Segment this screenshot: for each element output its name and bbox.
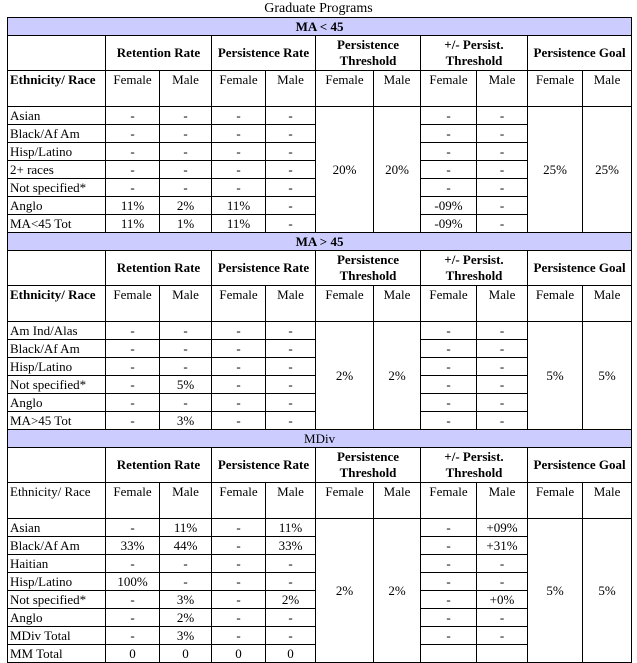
persist-diff-female: -09% [421,197,477,215]
column-group-header: Persistence Threshold [316,36,421,71]
persistence-male: - [266,161,316,179]
gender-header-male: Male [477,483,528,519]
row-label: Haitian [8,555,106,573]
column-group-header: Persistence Goal [528,36,632,71]
persistence-male: - [266,125,316,143]
persistence-female: - [212,591,266,609]
retention-female: - [106,143,160,161]
column-group-header-row [8,36,632,71]
threshold-female: 20% [316,107,374,233]
column-group-header: Persistence Rate [212,36,316,71]
retention-female: - [106,627,160,645]
column-group-header: Persistence Rate [212,448,316,483]
retention-female: 0 [106,645,160,663]
goal-male: 5% [583,322,632,430]
retention-male: - [160,161,212,179]
gender-header-female: Female [528,71,583,107]
row-label: 2+ races [8,161,106,179]
column-group-header: Retention Rate [106,448,212,483]
retention-female: - [106,125,160,143]
persistence-male: - [266,340,316,358]
graduate-programs-table [7,17,632,663]
persistence-female: - [212,107,266,125]
gender-header-female: Female [212,483,266,519]
persistence-female: - [212,161,266,179]
gender-header-row [8,483,632,519]
retention-male: 1% [160,215,212,233]
retention-male: - [160,125,212,143]
row-label: MM Total [8,645,106,663]
gender-header-female: Female [212,71,266,107]
row-label: Black/Af Am [8,125,106,143]
retention-male: 5% [160,376,212,394]
persistence-female: - [212,627,266,645]
retention-male: - [160,394,212,412]
retention-male: 3% [160,591,212,609]
gender-header-male: Male [160,286,212,322]
gender-header-male: Male [160,71,212,107]
persist-diff-male: - [477,394,528,412]
retention-male: 11% [160,519,212,537]
gender-header-female: Female [528,483,583,519]
gender-header-row [8,286,632,322]
column-group-header: +/- Persist. Threshold [421,251,528,286]
persist-diff-male: - [477,179,528,197]
persistence-male: - [266,573,316,591]
retention-female: - [106,179,160,197]
persist-diff-male: +0% [477,591,528,609]
section-title: MA > 45 [8,233,632,251]
row-label: Anglo [8,609,106,627]
blank-header-cell [8,448,106,483]
column-group-header: +/- Persist. Threshold [421,448,528,483]
retention-female: - [106,555,160,573]
retention-male: 2% [160,609,212,627]
persist-diff-male: +31% [477,537,528,555]
persistence-female: 11% [212,197,266,215]
persist-diff-female: - [421,376,477,394]
persistence-female: - [212,573,266,591]
row-label: Not specified* [8,376,106,394]
persist-diff-male: - [477,107,528,125]
persistence-male: 11% [266,519,316,537]
retention-male: 3% [160,412,212,430]
section-title: MDiv [8,430,632,448]
threshold-male: 2% [374,322,421,430]
column-group-header: Retention Rate [106,251,212,286]
retention-female: - [106,591,160,609]
persistence-female: 0 [212,645,266,663]
ethnicity-race-header: Ethnicity/ Race [8,71,106,107]
retention-female: - [106,412,160,430]
threshold-male: 2% [374,519,421,663]
retention-male: - [160,340,212,358]
gender-header-female: Female [421,483,477,519]
persist-diff-female: - [421,537,477,555]
persistence-male: - [266,107,316,125]
column-group-header: Persistence Rate [212,251,316,286]
retention-male: 0 [160,645,212,663]
page-title: Graduate Programs [264,1,373,16]
retention-male: 3% [160,627,212,645]
ethnicity-race-header: Ethnicity/ Race [8,483,106,519]
persist-diff-male: - [477,358,528,376]
persistence-male: - [266,376,316,394]
retention-male: - [160,107,212,125]
persistence-female: - [212,179,266,197]
gender-header-female: Female [212,286,266,322]
persist-diff-female: - [421,555,477,573]
retention-male: - [160,573,212,591]
threshold-female: 2% [316,519,374,663]
persistence-male: 33% [266,537,316,555]
retention-male: - [160,179,212,197]
persist-diff-female: - [421,179,477,197]
goal-male: 5% [583,519,632,663]
persistence-female: - [212,143,266,161]
row-label: Not specified* [8,179,106,197]
persistence-female: - [212,412,266,430]
persistence-male: 2% [266,591,316,609]
persistence-female: - [212,125,266,143]
row-label: MA<45 Tot [8,215,106,233]
gender-header-female: Female [421,71,477,107]
table-row [8,322,632,340]
ethnicity-race-header: Ethnicity/ Race [8,286,106,322]
gender-header-male: Male [477,286,528,322]
persist-diff-female: - [421,412,477,430]
persistence-male: - [266,358,316,376]
persist-diff-female: - [421,519,477,537]
gender-header-male: Male [266,71,316,107]
retention-female: - [106,107,160,125]
section-title: MA < 45 [8,18,632,36]
persistence-female: - [212,609,266,627]
persistence-male: - [266,322,316,340]
persist-diff-female: - [421,143,477,161]
row-label: Black/Af Am [8,340,106,358]
gender-header-male: Male [583,286,632,322]
retention-male: - [160,322,212,340]
blank-header-cell [8,36,106,71]
retention-male: - [160,143,212,161]
gender-header-female: Female [106,286,160,322]
persistence-female: - [212,340,266,358]
goal-female: 5% [528,519,583,663]
persist-diff-female: - [421,322,477,340]
retention-female: - [106,376,160,394]
persist-diff-male: - [477,555,528,573]
persistence-female: - [212,537,266,555]
row-label: Not specified* [8,591,106,609]
retention-male: 2% [160,197,212,215]
gender-header-male: Male [477,71,528,107]
column-group-header: Persistence Goal [528,448,632,483]
retention-male: - [160,555,212,573]
persistence-male: 0 [266,645,316,663]
row-label: Anglo [8,197,106,215]
persist-diff-male: +09% [477,519,528,537]
retention-female: - [106,322,160,340]
goal-female: 5% [528,322,583,430]
table-row [8,107,632,125]
persist-diff-female: - [421,358,477,376]
row-label: Am Ind/Alas [8,322,106,340]
persist-diff-male: - [477,609,528,627]
persist-diff-male: - [477,376,528,394]
row-label: Asian [8,519,106,537]
retention-female: - [106,609,160,627]
persist-diff-female [421,645,477,663]
persist-diff-male: - [477,340,528,358]
retention-male: 44% [160,537,212,555]
persist-diff-female: - [421,591,477,609]
persist-diff-female: -09% [421,215,477,233]
retention-female: - [106,358,160,376]
row-label: Anglo [8,394,106,412]
section-header [8,18,632,36]
row-label: MDiv Total [8,627,106,645]
retention-female: 100% [106,573,160,591]
persistence-female: - [212,555,266,573]
gender-header-male: Male [583,483,632,519]
persist-diff-male: - [477,143,528,161]
persist-diff-female: - [421,627,477,645]
persistence-male: - [266,609,316,627]
column-group-header-row [8,251,632,286]
persist-diff-male: - [477,197,528,215]
gender-header-female: Female [421,286,477,322]
persist-diff-female: - [421,573,477,591]
persistence-male: - [266,555,316,573]
gender-header-male: Male [266,286,316,322]
gender-header-female: Female [528,286,583,322]
persistence-male: - [266,179,316,197]
persistence-female: - [212,394,266,412]
retention-female: 33% [106,537,160,555]
row-label: Hisp/Latino [8,573,106,591]
blank-header-cell [8,251,106,286]
persist-diff-male: - [477,412,528,430]
retention-female: - [106,519,160,537]
persist-diff-female: - [421,394,477,412]
table-row [8,519,632,537]
persist-diff-female: - [421,161,477,179]
row-label: Hisp/Latino [8,358,106,376]
persist-diff-male: - [477,161,528,179]
column-group-header: Persistence Threshold [316,251,421,286]
threshold-male: 20% [374,107,421,233]
goal-female: 25% [528,107,583,233]
gender-header-female: Female [316,71,374,107]
gender-header-male: Male [266,483,316,519]
retention-female: 11% [106,197,160,215]
gender-header-male: Male [374,483,421,519]
section-header [8,430,632,448]
goal-male: 25% [583,107,632,233]
row-label: MA>45 Tot [8,412,106,430]
persist-diff-male [477,645,528,663]
persistence-male: - [266,627,316,645]
section-header [8,233,632,251]
gender-header-male: Male [583,71,632,107]
retention-female: 11% [106,215,160,233]
persist-diff-male: - [477,627,528,645]
persistence-female: - [212,358,266,376]
retention-female: - [106,161,160,179]
persist-diff-male: - [477,215,528,233]
retention-female: - [106,394,160,412]
row-label: Black/Af Am [8,537,106,555]
persistence-male: - [266,394,316,412]
gender-header-female: Female [106,483,160,519]
persistence-male: - [266,197,316,215]
persist-diff-male: - [477,573,528,591]
column-group-header: Persistence Threshold [316,448,421,483]
column-group-header: Retention Rate [106,36,212,71]
column-group-header-row [8,448,632,483]
persist-diff-female: - [421,340,477,358]
persistence-female: 11% [212,215,266,233]
gender-header-male: Male [374,71,421,107]
gender-header-female: Female [316,483,374,519]
threshold-female: 2% [316,322,374,430]
persistence-female: - [212,376,266,394]
persistence-female: - [212,322,266,340]
gender-header-male: Male [160,483,212,519]
column-group-header: +/- Persist. Threshold [421,36,528,71]
retention-male: - [160,358,212,376]
gender-header-female: Female [106,71,160,107]
row-label: Hisp/Latino [8,143,106,161]
persist-diff-male: - [477,322,528,340]
persistence-male: - [266,412,316,430]
persistence-male: - [266,143,316,161]
row-label: Asian [8,107,106,125]
retention-female: - [106,340,160,358]
persist-diff-female: - [421,107,477,125]
persist-diff-female: - [421,609,477,627]
persist-diff-female: - [421,125,477,143]
gender-header-female: Female [316,286,374,322]
persist-diff-male: - [477,125,528,143]
persistence-male: - [266,215,316,233]
persistence-female: - [212,519,266,537]
gender-header-row [8,71,632,107]
column-group-header: Persistence Goal [528,251,632,286]
gender-header-male: Male [374,286,421,322]
